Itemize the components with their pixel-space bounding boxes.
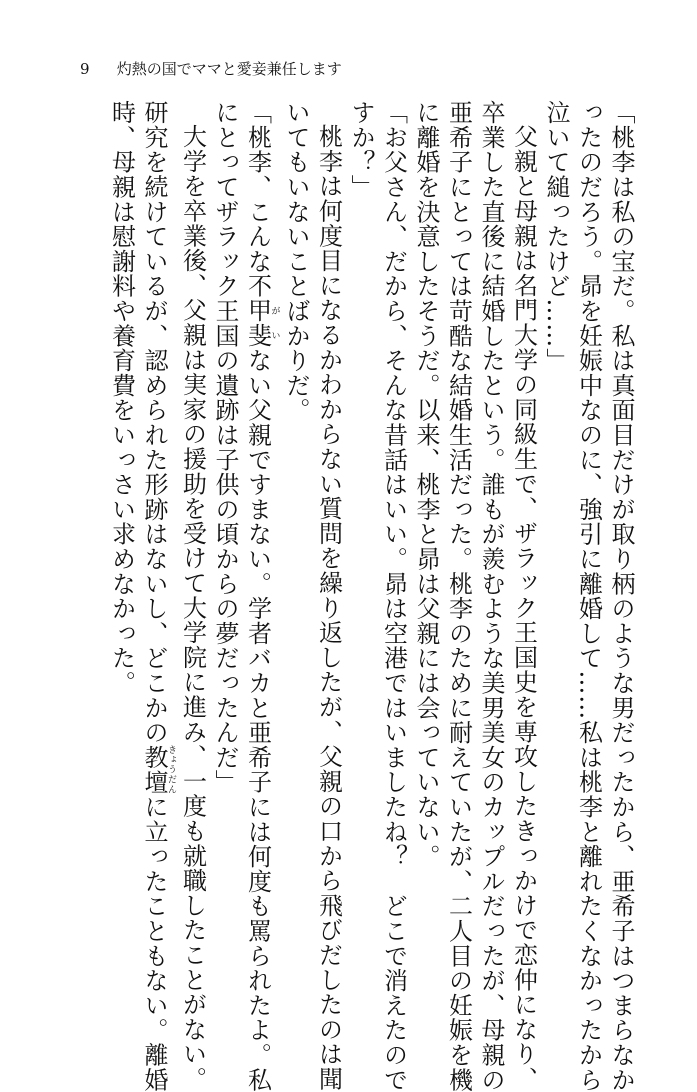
vertical-body-text — [105, 100, 637, 1092]
text-line: ったのだろう。昴を妊娠中なのに、強引に離婚して……私は桃李と離れたくなかったから — [574, 100, 603, 1092]
text-line: いてもいないことばかりだ。 — [282, 100, 310, 423]
text-line: 「桃李は私の宝だ。私は真面目だけが取り柄のような男だったから、亜希子はつまらなか — [607, 100, 635, 1092]
text-line: 大学を卒業後、父親は実家の援助を受けて大学院に進み、一度も就職したことがない。 — [178, 124, 207, 1092]
text-line: 亜希子にとっては苛酷な結婚生活だった。桃李のために耐えていたが、二人目の妊娠を機 — [444, 100, 473, 1092]
page-header — [80, 58, 342, 79]
text-line: 「桃李、こんな不甲斐がいない父親ですまない。学者バカと亜希子には何度も罵られたよ。私 — [243, 100, 280, 1092]
text-line: にとってザラック王国の遺跡は子供の頃からの夢だったんだ」 — [211, 100, 239, 795]
text-line: 研究を続けているが、認められた形跡はないし、どこかの教壇きょうだんに立ったこともない。離婚 — [140, 100, 176, 1092]
ruby-annotation: 教壇きょうだん — [140, 744, 176, 795]
text-line: すか？」 — [347, 100, 375, 200]
text-line: 「お父さん、だから、そんな昔話はいい。昴は空港ではいましたね？ どこで消えたので — [379, 100, 408, 1092]
page-number: 9 — [80, 60, 90, 78]
text-line: 父親と母親は名門大学の同級生で、ザラック王国史を専攻したきっかけで恋仲になり、 — [509, 124, 538, 1092]
text-line: 卒業した直後に結婚したという。誰もが羨むような美男美女のカップルだったが、母親の — [477, 100, 505, 1092]
text-line: に離婚を決意したそうだ。以来、桃李と昴は父親には会っていない。 — [412, 100, 440, 869]
ruby-annotation: 甲斐がい — [243, 298, 280, 349]
text-line: 桃李は何度目になるかわからない質問を繰り返したが、父親の口から飛びだしたのは聞 — [314, 124, 343, 1092]
text-line: 時、母親は慰謝料や養育費をいっさい求めなかった。 — [107, 100, 136, 696]
running-title: 灼熱の国でママと愛妾兼任します — [116, 60, 342, 78]
text-line: 泣いて縋ったけど……」 — [542, 100, 570, 373]
